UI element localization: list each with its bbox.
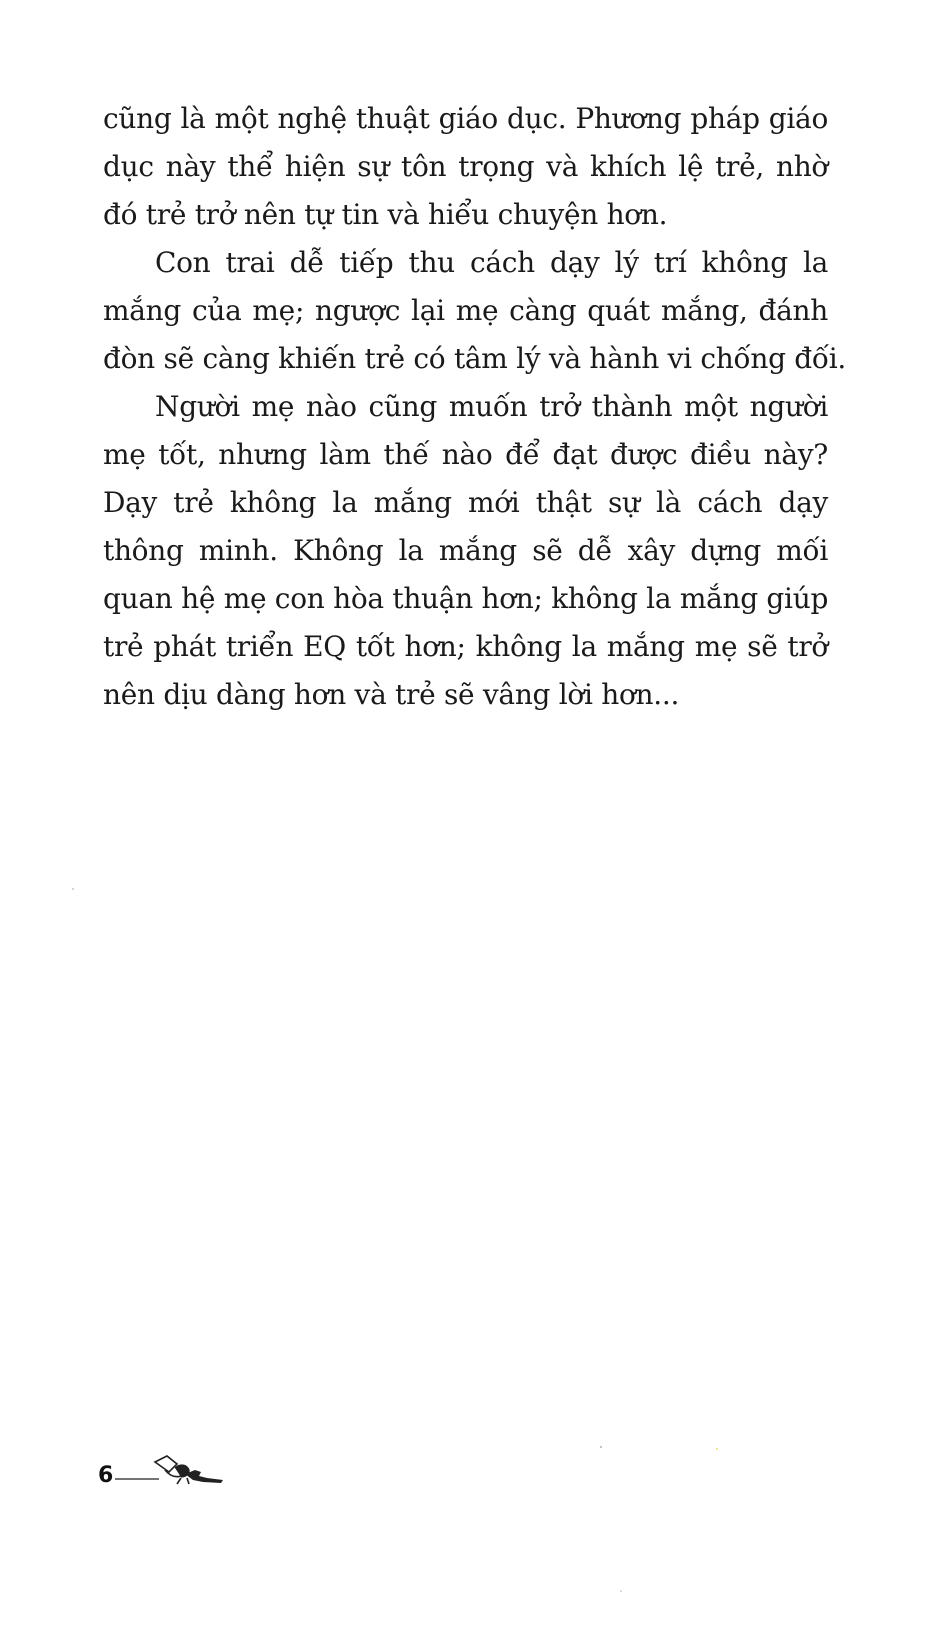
text-line: nên dịu dàng hơn và trẻ sẽ vâng lời hơn... — [103, 678, 680, 711]
page-number: 6 — [98, 1463, 114, 1488]
body-text — [103, 95, 847, 719]
scan-speck — [600, 1446, 602, 1448]
scan-speck — [620, 1590, 622, 1592]
text-line: Con trai dễ tiếp thu cách dạy lý trí không la — [155, 246, 828, 279]
paragraph-1 — [103, 95, 828, 239]
running-child-ornament-icon — [115, 1450, 227, 1490]
paragraph-2 — [103, 239, 847, 383]
text-line: thông minh. Không la mắng sẽ dễ xây dựng mối — [103, 534, 828, 567]
text-line: đòn sẽ càng khiến trẻ có tâm lý và hành vi chống đối. — [103, 342, 847, 375]
scan-speck — [72, 888, 74, 890]
text-line: dục này thể hiện sự tôn trọng và khích lệ trẻ, nhờ — [103, 150, 828, 183]
page-footer — [98, 1450, 227, 1490]
text-line: trẻ phát triển EQ tốt hơn; không la mắng mẹ sẽ trở — [103, 630, 828, 663]
text-line: Dạy trẻ không la mắng mới thật sự là cách dạy — [103, 486, 828, 519]
text-line: quan hệ mẹ con hòa thuận hơn; không la mắng giúp — [103, 582, 829, 615]
paragraph-3 — [103, 383, 828, 719]
text-line: đó trẻ trở nên tự tin và hiểu chuyện hơn. — [103, 198, 668, 231]
text-line: cũng là một nghệ thuật giáo dục. Phương pháp giáo — [103, 102, 828, 135]
text-line: mắng của mẹ; ngược lại mẹ càng quát mắng, đánh — [103, 294, 828, 327]
text-line: Người mẹ nào cũng muốn trở thành một người — [155, 390, 828, 423]
text-line: mẹ tốt, nhưng làm thế nào để đạt được điều này? — [103, 438, 828, 471]
scan-speck — [716, 1448, 718, 1450]
